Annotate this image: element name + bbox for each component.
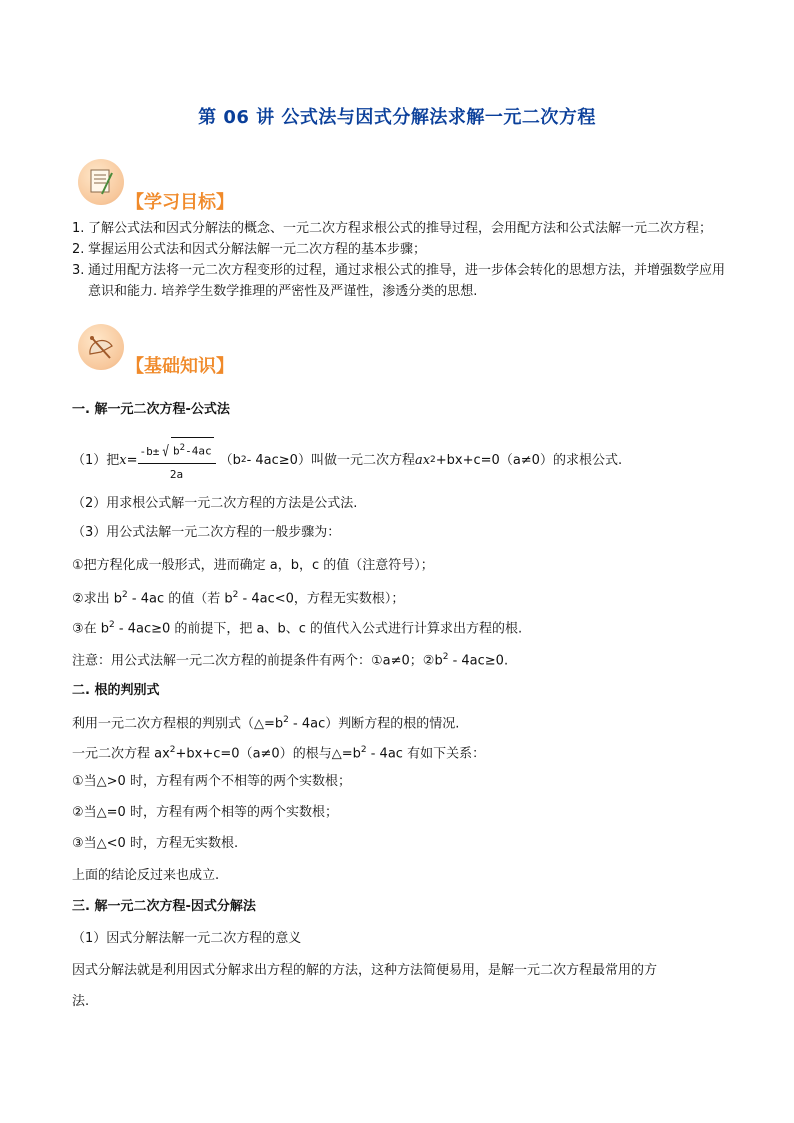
part2-title: 二. 根的判别式 bbox=[72, 683, 160, 698]
paragraph: （2）用求根公式解一元二次方程的方法是公式法. bbox=[72, 496, 358, 511]
quadratic-formula: -b± √ $b^2-4ac$ 2a bbox=[138, 437, 216, 485]
note: 注意：用公式法解一元二次方程的前提条件有两个：①a≠0；$②b^2 - 4ac\ge 0$. bbox=[72, 652, 509, 669]
paragraph: （1）因式分解法解一元二次方程的意义 bbox=[72, 931, 302, 946]
page-title: 第 06 讲 公式法与因式分解法求解一元二次方程 bbox=[198, 107, 596, 128]
paragraph: 上面的结论反过来也成立. bbox=[72, 868, 220, 883]
goals-list bbox=[72, 218, 732, 302]
paragraph: 一元二次方程 $ax^2+bx+c=0(a\ne 0)$的根与$\triangle=b^2 - 4ac$ 有如下关系： bbox=[72, 745, 486, 762]
paragraph: 利用一元二次方程根的判别式$(\triangle=b^2 - 4ac)$判断方程的根的情况. bbox=[72, 715, 460, 732]
step-1: ①把方程化成一般形式，进而确定 a，b，c 的值（注意符号）； bbox=[72, 558, 434, 573]
step-2: ②求出 $b^2 - 4ac$ 的值（若 $b^2 - 4ac<0$，方程无实数根）； bbox=[72, 590, 405, 607]
section-heading-goals: 【学习目标】 bbox=[126, 192, 234, 213]
part3-title: 三. 解一元二次方程-因式分解法 bbox=[72, 899, 256, 914]
paragraph: 因式分解法就是利用因式分解求出方程的解的方法，这种方法简便易用，是解一元二次方程最常用的方 bbox=[72, 963, 658, 978]
list-item: 1. 了解公式法和因式分解法的概念、一元二次方程求根公式的推导过程，会用配方法和公式法解一元二次方程； bbox=[72, 221, 713, 236]
list-item: 3. 通过用配方法将一元二次方程变形的过程，通过求根公式的推导，进一步体会转化的思想方法，并增强数学应用意识和能力. 培养学生数学推理的严密性及严谨性，渗透分类的思想. bbox=[72, 263, 726, 299]
paragraph: （3）用公式法解一元二次方程的一般步骤为： bbox=[72, 525, 341, 540]
case-1: ①当△>0 时，方程有两个不相等的两个实数根； bbox=[72, 774, 351, 789]
case-2: ②当△=0 时，方程有两个相等的两个实数根； bbox=[72, 805, 338, 820]
formula-line: （1）把 x = -b± √ $b^2-4ac$ 2a （b 2 - 4ac≥0）叫做一元二次方程 ax 2 +bx+c=0（a≠0）的求根公式. bbox=[72, 437, 622, 485]
paragraph: 法. bbox=[72, 994, 90, 1009]
list-item: 2. 掌握运用公式法和因式分解法解一元二次方程的基本步骤； bbox=[72, 242, 427, 257]
protractor-icon bbox=[78, 324, 124, 370]
notebook-icon bbox=[78, 159, 124, 205]
part1-title: 一. 解一元二次方程-公式法 bbox=[72, 402, 230, 417]
step-3: ③在 $b^2 - 4ac\ge 0$ 的前提下，把 a、b、c 的值代入公式进行计算求出方程的根. bbox=[72, 620, 523, 637]
section-heading-basics: 【基础知识】 bbox=[126, 356, 234, 377]
case-3: ③当△<0 时，方程无实数根. bbox=[72, 836, 239, 851]
sqrt-symbol: √ bbox=[162, 442, 170, 460]
